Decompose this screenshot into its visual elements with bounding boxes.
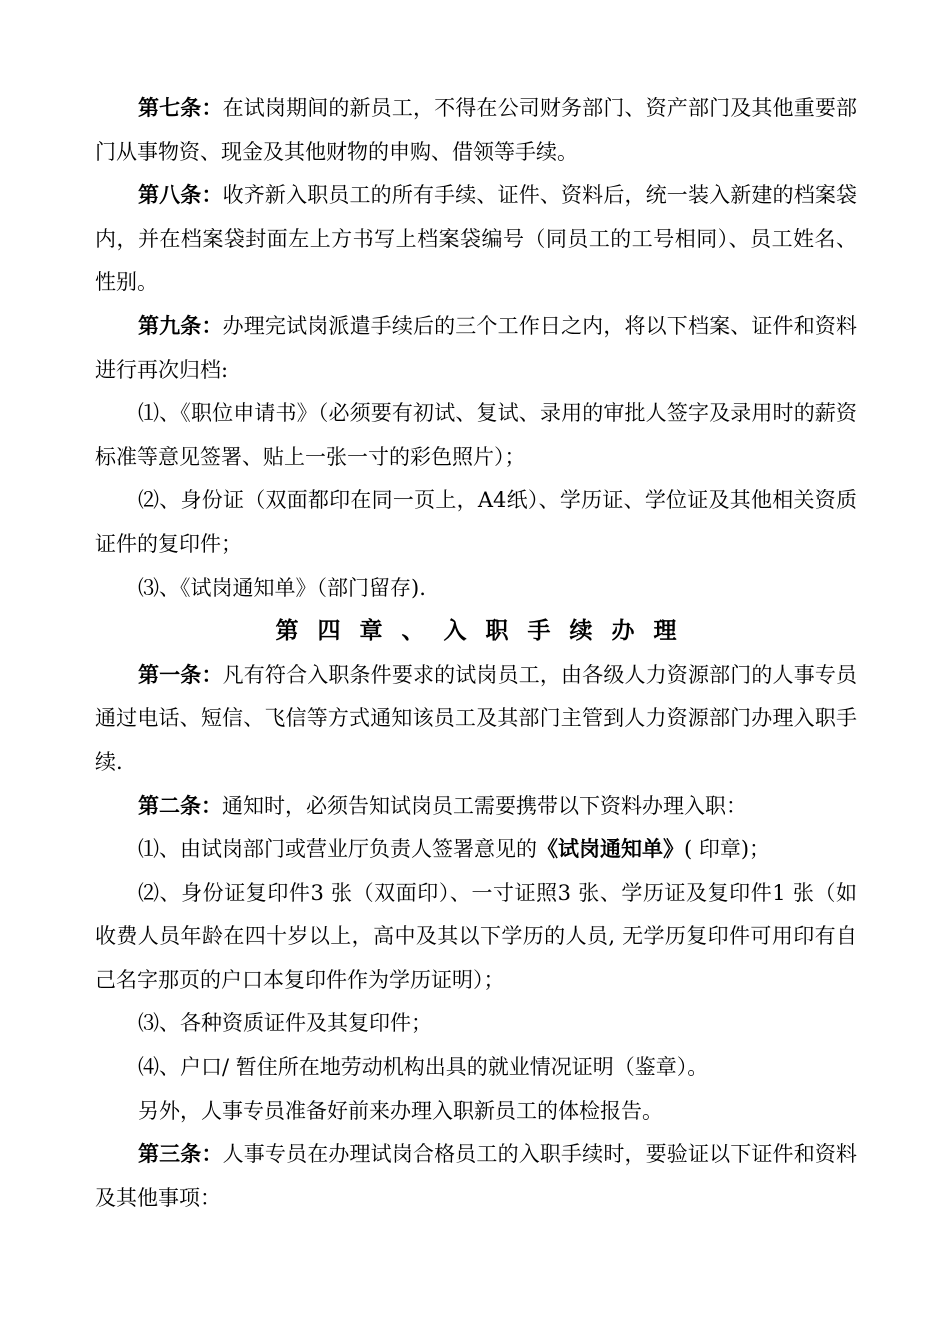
chapter4-article-2-text: 通知时，必须告知试岗员工需要携带以下资料办理入职： [222,793,747,818]
article-9 [95,305,857,392]
article-8 [95,174,857,305]
item-1-bold-title: 《试岗通知单》 [537,837,684,862]
chapter4-article-1 [95,654,857,785]
chapter4-article-1-text: 凡有符合入职条件要求的试岗员工，由各级人力资源部门的人事专员通过电话、短信、飞信等方式通知该员工及其部门主管到人力资源部门办理入职手续. [95,662,858,774]
article-7-label: 第七条： [138,96,223,120]
article-7 [95,87,857,174]
document-page [95,87,857,1220]
chapter4-article-2-item-1 [95,828,857,872]
article-9-text: 办理完试岗派遣手续后的三个工作日之内，将以下档案、证件和资料进行再次归档: [95,313,858,382]
chapter4-article-1-label: 第一条： [138,662,223,687]
chapter4-article-3-text: 人事专员在办理试岗合格员工的入职手续时，要验证以下证件和资料及其他事项： [95,1142,858,1210]
article-7-text: 在试岗期间的新员工，不得在公司财务部门、资产部门及其他重要部门从事物资、现金及其他财物的申购、借领等手续。 [95,96,858,164]
chapter4-article-2-item-4: ⑷、户口/ 暂住所在地劳动机构出具的就业情况证明（鉴章）。 [138,1055,709,1080]
item-1-prefix: ⑴、由试岗部门或营业厅负责人签署意见的 [138,837,537,862]
article-8-text: 收齐新入职员工的所有手续、证件、资料后，统一装入新建的档案袋内，并在档案袋封面左上方书写上档案袋编号（同员工的工号相同）、员工姓名、性别。 [95,183,858,295]
chapter4-article-2-label: 第二条： [138,793,222,818]
chapter-heading: 第四章、入职手续办理 [275,618,696,645]
article-9-item-3: ⑶、《试岗通知单》（部门留存). [138,575,426,600]
chapter4-article-2 [95,785,857,829]
article-9-item-2: ⑵、身份证（双面都印在同一页上，A4纸）、学历证、学位证及其他相关资质证件的复印件； [95,488,857,556]
chapter4-article-2-item-3: ⑶、各种资质证件及其复印件； [138,1011,432,1036]
item-1-suffix: ( 印章)； [684,837,771,862]
chapter4-article-2-note: 另外，人事专员准备好前来办理入职新员工的体检报告。 [138,1098,663,1123]
chapter4-article-2-item-2: ⑵、身份证复印件3 张（双面印）、一寸证照3 张、学历证及复印件1 张（如收费人员年龄在四十岁以上，高中及其以下学历的人员, 无学历复印件可用印有自己名字那页的户口本复印件作为学历证明）； [95,880,857,992]
article-9-label: 第九条： [138,313,223,338]
article-8-label: 第八条： [138,183,223,208]
chapter4-article-3 [95,1133,857,1220]
chapter4-article-3-label: 第三条： [138,1142,223,1167]
article-9-item-1: ⑴、《职位申请书》（必须要有初试、复试、录用的审批人签字及录用时的薪资标准等意见签署、贴上一张一寸的彩色照片）； [95,401,857,469]
